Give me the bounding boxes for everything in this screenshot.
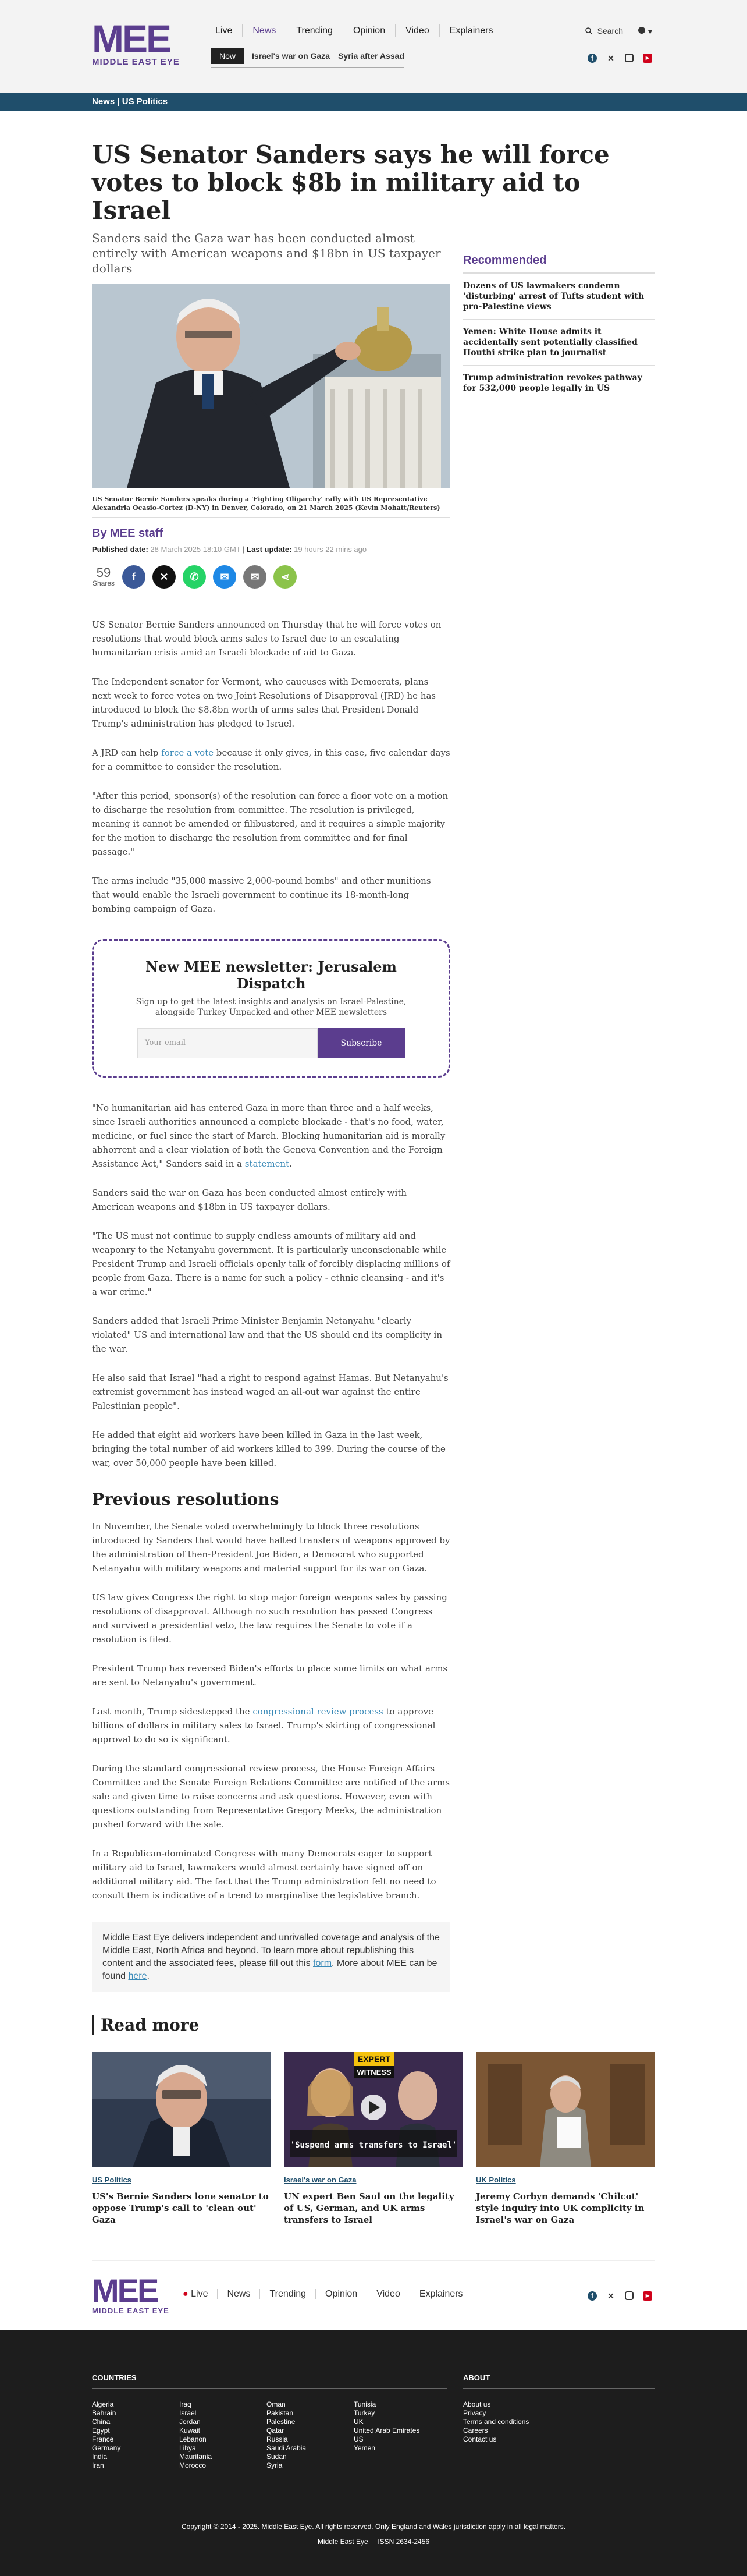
paragraph: "The US must not continue to supply endless amounts of military aid and weaponry to the Netanyahu government. It is particularly unconscionable while President Trump and Israeli officials openly talk of forcibly displacing millions of people from Gaza. There is a name for such a policy - ethnic cleansing - and it's a war crime." xyxy=(92,1231,450,1297)
country-link[interactable]: Egypt xyxy=(92,2426,110,2435)
site-header xyxy=(0,0,747,93)
paragraph: US Senator Bernie Sanders announced on Thursday that he will force votes on resolutions that would block arms sales to Israel due to an escalating humanitarian crisis amid an Israeli blockade of aid to Gaza. xyxy=(92,619,442,658)
read-more-headline[interactable]: US's Bernie Sanders lone senator to oppose Trump's call to 'clean out' Gaza xyxy=(92,2191,269,2225)
country-link[interactable]: Turkey xyxy=(354,2409,375,2417)
published-label: Published date: xyxy=(92,545,148,554)
countries-column xyxy=(92,2373,447,2470)
country-link[interactable]: Russia xyxy=(266,2435,288,2443)
country-link[interactable]: US xyxy=(354,2435,364,2443)
footer-social xyxy=(588,2291,652,2301)
country-link[interactable]: UK xyxy=(354,2418,364,2426)
recommended-title: Recommended xyxy=(463,254,655,274)
read-more-category[interactable]: Israel's war on Gaza xyxy=(284,2175,463,2187)
breadcrumb-us-politics[interactable]: US Politics xyxy=(122,97,168,107)
about-link[interactable]: Careers xyxy=(463,2426,488,2435)
about-column xyxy=(463,2373,655,2470)
country-link[interactable]: Mauritania xyxy=(179,2453,212,2461)
x-icon[interactable]: ✕ xyxy=(607,2291,614,2301)
footer-nav-opinion[interactable]: Opinion xyxy=(316,2289,367,2299)
country-link[interactable]: Syria xyxy=(266,2461,283,2469)
nav-trending[interactable]: Trending xyxy=(286,24,343,37)
breadcrumb-sep: | xyxy=(117,97,120,107)
published-date: 28 March 2025 18:10 GMT xyxy=(150,545,241,554)
country-link[interactable]: Algeria xyxy=(92,2400,114,2408)
nav-opinion[interactable]: Opinion xyxy=(343,24,396,37)
x-icon[interactable]: ✕ xyxy=(607,54,614,63)
country-link[interactable]: Oman xyxy=(266,2400,286,2408)
youtube-icon[interactable]: ▶ xyxy=(643,54,652,63)
video-quote: 'Suspend arms transfers to Israel' xyxy=(290,2141,457,2150)
standfirst: Sanders said the Gaza war has been conducted almost entirely with American weapons and $18bn in US taxpayer dollars xyxy=(92,231,441,275)
country-link[interactable]: Israel xyxy=(179,2409,197,2417)
share-bar xyxy=(92,565,450,589)
about-link[interactable]: Contact us xyxy=(463,2435,497,2443)
instagram-icon[interactable] xyxy=(625,2291,634,2300)
review-process-link[interactable]: congressional review process xyxy=(252,1706,383,1717)
subscribe-button[interactable]: Subscribe xyxy=(318,1028,405,1058)
paragraph: A JRD can help force a vote because it only gives, in this case, five calendar days for a committee to consider the resolution. xyxy=(92,747,450,772)
footer-nav-news[interactable]: News xyxy=(218,2289,260,2299)
nav-live[interactable]: Live xyxy=(205,24,243,37)
article xyxy=(92,141,655,2330)
country-link[interactable]: United Arab Emirates xyxy=(354,2426,420,2435)
countries-col xyxy=(92,2400,179,2470)
country-link[interactable]: Bahrain xyxy=(92,2409,116,2417)
newsletter-box xyxy=(92,939,450,1078)
share-more-icon[interactable]: ⋖ xyxy=(273,565,297,589)
country-link[interactable]: Yemen xyxy=(354,2444,375,2452)
read-more-image xyxy=(476,2052,655,2167)
subnav-gaza[interactable]: Israel's war on Gaza xyxy=(252,51,330,61)
article-body xyxy=(92,279,450,1992)
footer-nav-video[interactable]: Video xyxy=(367,2289,410,2299)
country-link[interactable]: Saudi Arabia xyxy=(266,2444,307,2452)
countries-col xyxy=(266,2400,354,2470)
newsletter-title: New MEE newsletter: Jerusalem Dispatch xyxy=(145,958,397,992)
footer-nav-live[interactable]: ● Live xyxy=(173,2289,218,2299)
nav-video[interactable]: Video xyxy=(396,24,440,37)
country-link[interactable]: Libya xyxy=(179,2444,196,2452)
countries-col xyxy=(354,2400,441,2470)
here-link[interactable]: here xyxy=(128,1971,147,1981)
language-selector[interactable] xyxy=(638,26,652,37)
section-heading: Previous resolutions xyxy=(92,1490,279,1509)
nav-news[interactable]: News xyxy=(243,24,286,37)
sidebar xyxy=(463,254,655,1992)
force-vote-link[interactable]: force a vote xyxy=(161,747,214,758)
share-count: 59 Shares xyxy=(92,565,115,587)
youtube-icon[interactable]: ▶ xyxy=(643,2291,652,2301)
instagram-icon[interactable] xyxy=(625,54,634,62)
read-more-title: Read more xyxy=(92,2015,655,2035)
form-link[interactable]: form xyxy=(313,1958,332,1968)
mee-logo[interactable] xyxy=(92,17,185,67)
recommended-item[interactable]: Dozens of US lawmakers condemn 'disturbing' arrest of Tufts student with pro-Palestine views xyxy=(463,274,655,320)
country-link[interactable]: China xyxy=(92,2418,111,2426)
paragraph: "After this period, sponsor(s) of the resolution can force a floor vote on a motion to discharge the resolution from committee. The resolution is privileged, meaning it cannot be amended or filibustered, and it requires a simple majority for the motion to discharge the resolution from committee and for final passage." xyxy=(92,791,449,857)
about-list xyxy=(463,2400,655,2444)
footer-nav xyxy=(92,2260,655,2330)
about-link[interactable]: Privacy xyxy=(463,2409,486,2417)
image-caption: US Senator Bernie Sanders speaks during a 'Fighting Oligarchy' rally with US Representative Alexandria Ocasio-Cortez (D-NY) in Denver, Colorado, on 21 March 2025 (Kevin Mohatt/Reuters) xyxy=(92,495,450,518)
share-facebook-icon[interactable]: f xyxy=(122,565,145,589)
email-field[interactable]: Your email xyxy=(137,1028,318,1058)
read-more-headline[interactable]: UN expert Ben Saul on the legality of US, German, and UK arms transfers to Israel xyxy=(284,2191,454,2225)
footer-nav-trending[interactable]: Trending xyxy=(260,2289,316,2299)
logo-text: MIDDLE EAST EYE xyxy=(92,57,180,67)
country-link[interactable]: Kuwait xyxy=(179,2426,201,2435)
logo-mark: MEE xyxy=(92,17,170,60)
paragraph: President Trump has reversed Biden's efforts to place some limits on what arms are sent to Netanyahu's government. xyxy=(92,1663,448,1688)
witness-label: WITNESS xyxy=(357,2068,392,2077)
countries-title: COUNTRIES xyxy=(92,2373,447,2389)
paragraph: "No humanitarian aid has entered Gaza in more than three and a half weeks, since Israeli authorities announced a complete blockade - that's no food, water, medicine, or fuel since the start of March. Blocking humanitarian aid is morally abhorrent and a clear violation of both the Geneva Convention and the Foreign Assistance Act," Sanders said in a statement. xyxy=(92,1103,446,1169)
now-badge[interactable]: Now xyxy=(211,48,244,64)
share-whatsapp-icon[interactable]: ✆ xyxy=(183,565,206,589)
country-link[interactable]: Iraq xyxy=(179,2400,191,2408)
about-link[interactable]: About us xyxy=(463,2400,491,2408)
hero-image xyxy=(92,284,450,488)
read-more-image xyxy=(92,2052,271,2167)
breadcrumb xyxy=(0,93,747,111)
globe-icon xyxy=(638,26,646,34)
country-link[interactable]: France xyxy=(92,2435,114,2443)
country-link[interactable]: Iran xyxy=(92,2461,104,2469)
page-title: US Senator Sanders says he will force votes to block $8b in military aid to Israel xyxy=(92,140,610,225)
country-link[interactable]: Qatar xyxy=(266,2426,284,2435)
newsletter-text: Sign up to get the latest insights and analysis on Israel-Palestine, alongside Turkey Unpacked and other MEE newsletters xyxy=(136,997,407,1017)
read-more-card[interactable] xyxy=(284,2052,463,2226)
footer-menu xyxy=(173,2289,472,2299)
breadcrumb-news[interactable]: News xyxy=(92,97,115,107)
share-messenger-icon[interactable]: ✉ xyxy=(213,565,236,589)
country-link[interactable]: Lebanon xyxy=(179,2435,207,2443)
copyright: Copyright © 2014 - 2025. Middle East Eye. All rights reserved. Only England and Wales jurisdiction apply in all legal matters. Middle East Eye ISSN 2634-2456 xyxy=(181,2522,566,2546)
paragraph: In November, the Senate voted overwhelmingly to block three resolutions introduced by Sanders that would have halted transfers of weapons approved by the administration of then-President Joe Biden, a Democrat who supported Netanyahu with military weapons and material support for its war on Gaza. xyxy=(92,1521,450,1574)
paragraph: Sanders added that Israeli Prime Minister Benjamin Netanyahu "clearly violated" US and international law and that the US should end its complicity in the war. xyxy=(92,1316,442,1354)
updated-label: Last update: xyxy=(247,545,292,554)
share-email-icon[interactable]: ✉ xyxy=(243,565,266,589)
countries-list xyxy=(92,2400,447,2470)
chevron-down-icon: ▾ xyxy=(648,27,652,37)
subnav-syria[interactable]: Syria after Assad xyxy=(338,51,404,61)
paragraph: The arms include "35,000 massive 2,000-pound bombs" and other munitions that would enable the Israeli government to continue its 18-month-long bombing campaign of Gaza. xyxy=(92,876,431,914)
footer-nav-explainers[interactable]: Explainers xyxy=(419,2289,463,2299)
read-more-card[interactable] xyxy=(476,2052,655,2226)
facebook-icon[interactable]: f xyxy=(588,54,597,63)
paragraph: During the standard congressional review process, the House Foreign Affairs Committee and the Senate Foreign Relations Committee are notified of the arms sale and given time to raise concerns and ask questions. However, even with questions outstanding from Representative Gregory Meeks, the administration pushed forward with the sale. xyxy=(92,1763,450,1830)
read-more-headline[interactable]: Jeremy Corbyn demands 'Chilcot' style inquiry into UK complicity in Israel's war on Gaza xyxy=(476,2191,645,2225)
search-icon xyxy=(585,27,593,35)
dates: Published date: 28 March 2025 18:10 GMT | Last update: 19 hours 22 mins ago xyxy=(92,545,367,554)
search-label: Search xyxy=(597,26,623,36)
updated-date: 19 hours 22 mins ago xyxy=(294,545,367,554)
recommended-item[interactable]: Trump administration revokes pathway for 532,000 people legally in US xyxy=(463,366,655,401)
footer-logo[interactable]: MEE MIDDLE EAST EYE xyxy=(92,2272,169,2315)
about-link[interactable]: Terms and conditions xyxy=(463,2418,529,2426)
search-button[interactable] xyxy=(585,26,623,36)
header-social xyxy=(588,54,652,63)
countries-col xyxy=(179,2400,266,2470)
republish-box: Middle East Eye delivers independent and unrivalled coverage and analysis of the Middle East, North Africa and beyond. To learn more about republishing this content and the associated fees, please fill out this form. More about MEE can be found here. xyxy=(92,1922,450,1992)
about-title: ABOUT xyxy=(463,2373,655,2389)
read-more-image xyxy=(284,2052,463,2167)
paragraph: In a Republican-dominated Congress with many Democrats eager to support military aid to Israel, lawmakers would almost certainly have signed off on additional military aid. The fact that the Trump administration felt no need to consult them is indicative of a trend to marginalise the legislative branch. xyxy=(92,1848,436,1901)
paragraph: He added that eight aid workers have been killed in Gaza in the last week, bringing the total number of aid workers killed to 399. During the course of the war, over 50,000 people have been killed. xyxy=(92,1430,446,1468)
facebook-icon[interactable]: f xyxy=(588,2291,597,2301)
nav-explainers[interactable]: Explainers xyxy=(449,26,493,36)
paragraph: He also said that Israel "had a right to respond against Hamas. But Netanyahu's extremist government has instead waged an all-out war against the entire Palestinian people". xyxy=(92,1373,449,1411)
country-link[interactable]: Pakistan xyxy=(266,2409,294,2417)
country-link[interactable]: Morocco xyxy=(179,2461,207,2469)
paragraph: The Independent senator for Vermont, who caucuses with Democrats, plans next week to force votes on two Joint Resolutions of Disapproval (JRD) he has introduced to block the $8.8bn worth of arms sales that President Donald Trump's administration has pledged to Israel. xyxy=(92,676,436,729)
paragraph: Last month, Trump sidestepped the congressional review process to approve billions of dollars in military sales to Israel. Trump's skirting of congressional approval to do so is significant. xyxy=(92,1706,436,1745)
statement-link[interactable]: statement xyxy=(244,1158,290,1169)
byline[interactable]: By MEE staff xyxy=(92,527,163,540)
recommended-item[interactable]: Yemen: White House admits it accidentally sent potentially classified Houthi strike plan to journalist xyxy=(463,320,655,366)
read-more-list xyxy=(92,2052,655,2226)
share-x-icon[interactable]: ✕ xyxy=(152,565,176,589)
country-link[interactable]: Tunisia xyxy=(354,2400,376,2408)
country-link[interactable]: India xyxy=(92,2453,108,2461)
paragraph: US law gives Congress the right to stop major foreign weapons sales by passing resolutions of disapproval. Although no such resolution has passed Congress and survived a presidential veto, the law requires the Senate to vote if a resolution is filed. xyxy=(92,1592,447,1645)
read-more-category[interactable]: US Politics xyxy=(92,2175,271,2187)
country-link[interactable]: Palestine xyxy=(266,2418,296,2426)
country-link[interactable]: Jordan xyxy=(179,2418,201,2426)
expert-label: EXPERT xyxy=(357,2054,391,2064)
country-link[interactable]: Germany xyxy=(92,2444,121,2452)
read-more-category[interactable]: UK Politics xyxy=(476,2175,655,2187)
read-more-card[interactable] xyxy=(92,2052,271,2226)
country-link[interactable]: Sudan xyxy=(266,2453,287,2461)
sub-nav xyxy=(211,48,404,64)
paragraph: Sanders said the war on Gaza has been conducted almost entirely with American weapons and $18bn in US taxpayer dollars. xyxy=(92,1188,407,1212)
site-footer xyxy=(0,2330,747,2576)
main-nav xyxy=(205,24,503,37)
